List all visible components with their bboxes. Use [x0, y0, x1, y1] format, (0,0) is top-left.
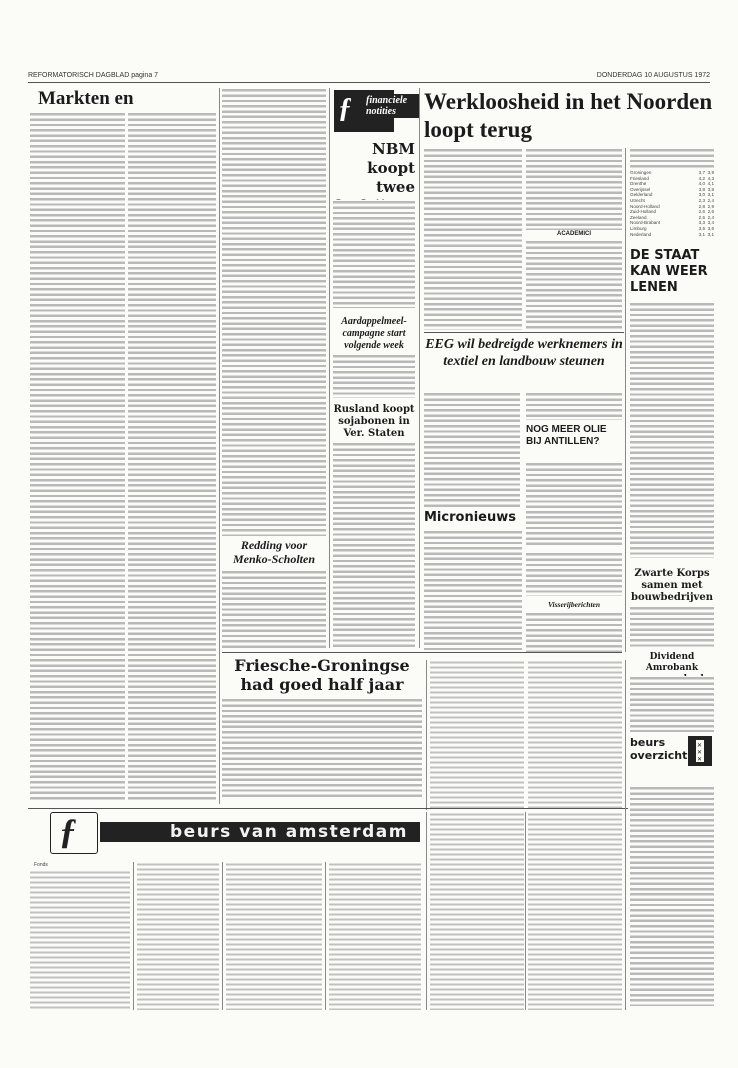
column-divider-4: [625, 148, 626, 652]
beurs-emblem-icon: ƒ: [59, 811, 77, 851]
fn-emblem-icon: ƒ: [338, 93, 352, 124]
olie-body: [526, 462, 622, 548]
werkloosheid-title: Werkloosheid in het Noorden loopt terug: [424, 89, 713, 142]
stock-list-2: [137, 862, 219, 1010]
stock-list-5: [430, 812, 524, 1010]
eeg-rule: [424, 332, 624, 333]
stock-list-mid-1: [430, 660, 524, 808]
stock-divider-5: [525, 812, 526, 1010]
aardappel-body: [333, 354, 415, 398]
stock-list-6: [528, 812, 622, 1010]
table-row: Noord-Holland 2,8 2,9: [630, 203, 714, 209]
fg-body: [222, 698, 422, 798]
visserij-body: [526, 612, 622, 652]
eeg-body-1: [424, 392, 520, 508]
markten-title: Markten en: [38, 88, 134, 109]
table-row: Limburg 3,5 3,6: [630, 225, 714, 231]
column-divider-3: [419, 88, 420, 648]
beurs-overzicht: [630, 736, 714, 782]
page-header-right: DONDERDAG 10 AUGUSTUS 1972: [596, 72, 710, 79]
provinces-table: [630, 170, 714, 237]
beurs-title-bar: [100, 822, 420, 842]
werkloosheid-column-3: [630, 148, 714, 168]
page-header-left: REFORMATORISCH DAGBLAD pagina 7: [28, 72, 159, 79]
stock-list-3: [226, 862, 322, 1010]
financiele-notities-label: financiele notities: [364, 94, 420, 118]
amsterdam-crest-icon: ✕ ✕ ✕: [688, 736, 712, 766]
stock-divider-3: [325, 862, 326, 1010]
zwarte-body: [630, 606, 714, 648]
fg-rule: [222, 652, 622, 653]
stock-divider-1: [133, 862, 134, 1010]
table-row: Friesland 4,2 4,3: [630, 175, 714, 181]
column-divider-5: [426, 660, 427, 810]
table-row: Zeeland 2,5 2,4: [630, 214, 714, 220]
micronieuws-body: [424, 530, 522, 652]
stock-list-1: [30, 870, 130, 1010]
overzicht-line2: overzicht: [630, 749, 688, 762]
beurs-top-rule: [28, 808, 628, 809]
masthead-rule: [28, 82, 710, 83]
table-row: Noord-Brabant 3,3 3,4: [630, 220, 714, 226]
aardappel-title: Aardappelmeel-campagne start volgende week: [341, 316, 407, 351]
eeg-body-2: [526, 392, 622, 420]
rusland-body: [333, 442, 415, 648]
micronieuws-title: Micronieuws: [424, 510, 516, 525]
rusland-title: Rusland koopt sojabonen in Ver. Staten: [333, 404, 415, 439]
stock-divider-4: [426, 812, 427, 1010]
table-row: Utrecht 2,3 2,4: [630, 197, 714, 203]
table-row: Nederland 3,1 3,1: [630, 231, 714, 237]
staat-title: DE STAAT KAN WEER LENEN: [630, 248, 708, 295]
column-divider-6: [625, 660, 626, 1010]
dividend-title: Dividend Amrobank: [645, 652, 699, 673]
stock-divider-2: [222, 862, 223, 1010]
olie-title: NOG MEER OLIE BIJ ANTILLEN?: [526, 424, 607, 447]
academici-title: ACADEMICI: [557, 231, 591, 237]
werkloosheid-column-1: [424, 148, 522, 330]
werkloosheid-column-2: [526, 148, 622, 230]
menko-title: Redding voor Menko-Scholten: [232, 538, 315, 566]
markten-column-3: [222, 88, 326, 536]
dividend-body: [630, 676, 714, 732]
table-row: Groningen 3,7 3,9: [630, 170, 714, 175]
overzicht-line1: beurs: [630, 736, 666, 749]
nbm-title: NBM koopt twee: [367, 140, 415, 196]
beurs-title: beurs van amsterdam: [170, 822, 408, 842]
fonds-header: Fonds: [34, 862, 48, 868]
werkloosheid-column-2b: [526, 240, 622, 330]
fg-title: Friesche-Groningse had goed half jaar: [234, 656, 410, 694]
eeg-title: EEG wil bedreigde werknemers in textiel en landbouw steunen: [425, 337, 623, 369]
table-row: Gelderland 3,0 3,1: [630, 192, 714, 198]
markten-column-1: [30, 112, 125, 802]
visserij-title: Visserijberichten: [547, 600, 601, 609]
beurs-overzicht-body: [630, 786, 714, 1006]
beurs-logo: [50, 812, 98, 854]
nbm-body: [333, 200, 415, 308]
column-divider-1: [219, 88, 220, 804]
column-divider-2: [329, 88, 330, 648]
table-row: Overijssel 3,8 3,8: [630, 186, 714, 192]
table-row: Zuid-Holland 2,6 2,6: [630, 209, 714, 215]
wilhelmstad-body: [526, 552, 622, 596]
table-row: Drenthe 4,0 4,1: [630, 181, 714, 187]
stock-list-4: [329, 862, 421, 1010]
menko-body: [222, 570, 326, 650]
stock-list-mid-2: [528, 660, 622, 808]
zwarte-title: Zwarte Korps samen met bouwbedrijven: [630, 568, 714, 603]
markten-column-2: [128, 112, 216, 802]
staat-body: [630, 302, 714, 558]
